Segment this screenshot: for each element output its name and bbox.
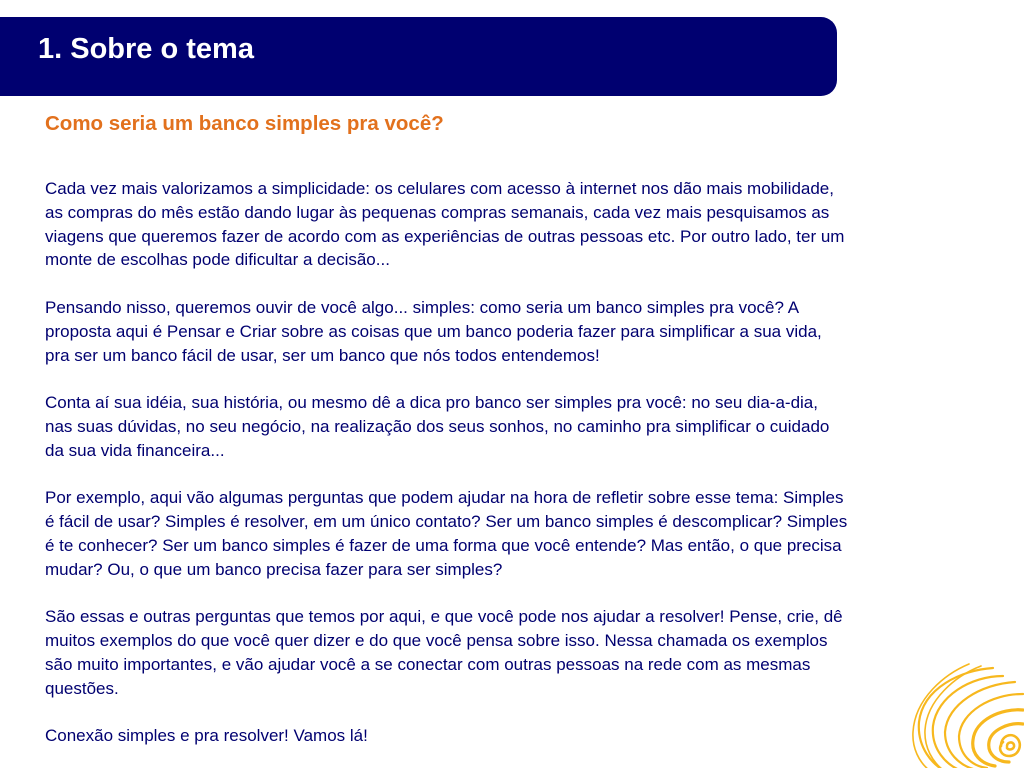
paragraph-3: Conta aí sua idéia, sua história, ou mesmo dê a dica pro banco ser simples pra você: no seu dia-a-dia, nas suas dúvidas, no seu negócio, na realização dos seus sonhos, no caminho pra simplificar o cuidado da sua vida financeira...	[45, 393, 830, 460]
paragraph-4: Por exemplo, aqui vão algumas perguntas que podem ajudar na hora de refletir sobre esse tema: Simples é fácil de usar? Simples é resolver, em um único contato? Ser um banco simples é descomplicar? Simples é te conhecer? Ser um banco simples é fazer de uma forma que você entende? Mas então, o que precisa mudar? Ou, o que um banco precisa fazer para ser simples?	[45, 488, 848, 579]
slide-title: 1. Sobre o tema	[38, 33, 254, 65]
paragraph-2: Pensando nisso, queremos ouvir de você algo... simples: como seria um banco simples pra você? A proposta aqui é Pensar e Criar sobre as coisas que um banco poderia fazer para simplificar a sua vida, pra ser um banco fácil de usar, ser um banco que nós todos entendemos!	[45, 297, 822, 365]
slide-subtitle: Como seria um banco simples pra você?	[45, 112, 444, 135]
paragraph-6: Conexão simples e pra resolver! Vamos lá!	[45, 726, 368, 746]
swirl-logo-icon	[905, 662, 1024, 768]
paragraph-1: Cada vez mais valorizamos a simplicidade: os celulares com acesso à internet nos dão mais mobilidade, as compras do mês estão dando lugar às pequenas compras semanais, cada vez mais pesquisamos as viagens que queremos fazer de acordo com as experiências de outras pessoas etc. Por outro lado, ter um monte de escolhas pode dificultar a decisão...	[45, 179, 845, 270]
paragraph-5: São essas e outras perguntas que temos por aqui, e que você pode nos ajudar a resolver! Pense, crie, dê muitos exemplos do que você quer dizer e do que você pensa sobre isso. Nessa chamada os exemplos são muito importantes, e vão ajudar você a se conectar com outras pessoas na rede com as mesmas questões.	[45, 607, 843, 698]
slide-body	[45, 177, 985, 768]
